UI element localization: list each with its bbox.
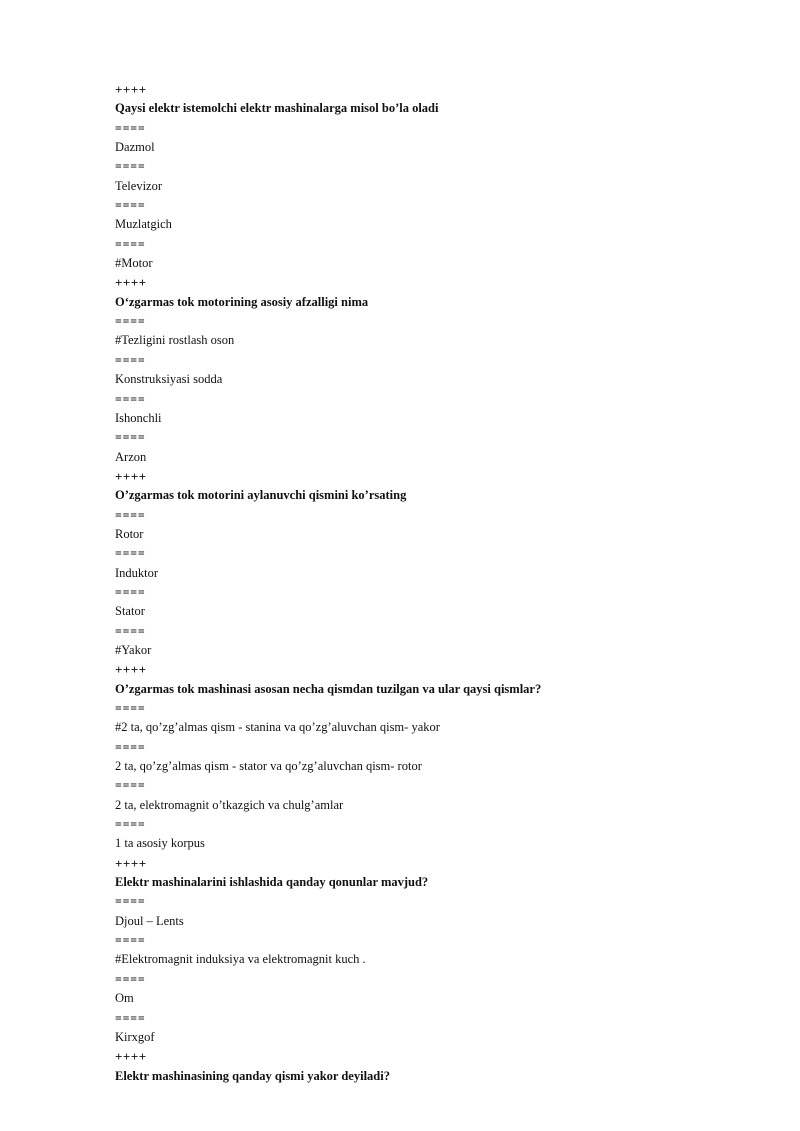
answer-separator: ====	[115, 817, 146, 832]
answer-option: Dazmol	[115, 140, 155, 155]
answer-option-correct: #Motor	[115, 256, 153, 271]
answer-option: Televizor	[115, 178, 163, 193]
answer-option-correct: #2 ta, qo’zg’almas qism - stanina va qo’zg’aluvchan qism- yakor	[115, 720, 440, 735]
question-separator: ++++	[115, 855, 147, 871]
answer-separator: ====	[115, 971, 146, 986]
answer-separator: ====	[115, 430, 146, 445]
answer-separator: ====	[115, 352, 146, 367]
answer-option: Arzon	[115, 449, 147, 464]
answer-option-correct: #Tezligini rostlash oson	[115, 333, 235, 348]
document-page	[115, 80, 755, 1086]
answer-separator: ====	[115, 778, 146, 793]
answer-option: Muzlatgich	[115, 217, 172, 232]
answer-separator: ====	[115, 701, 146, 715]
answer-option-correct: #Yakor	[115, 642, 152, 657]
question-separator: ++++	[115, 275, 147, 291]
answer-separator: ====	[115, 623, 146, 638]
answer-separator: ====	[115, 739, 146, 754]
answer-separator: ====	[115, 391, 146, 406]
question-text: O’zgarmas tok mashinasi asosan necha qismdan tuzilgan va ular qaysi qismlar?	[115, 681, 542, 696]
answer-option: 1 ta asosiy korpus	[115, 836, 205, 851]
answer-separator: ====	[115, 546, 146, 561]
answer-separator: ====	[115, 236, 146, 251]
answer-option: Ishonchli	[115, 410, 162, 425]
answer-separator: ====	[115, 584, 146, 599]
answer-separator: ====	[115, 507, 146, 522]
answer-separator: ====	[115, 933, 146, 948]
question-separator: ++++	[115, 662, 147, 678]
answer-option: 2 ta, elektromagnit o’tkazgich va chulg’amlar	[115, 797, 344, 812]
answer-separator: ====	[115, 198, 146, 213]
question-text: O’zgarmas tok motorini aylanuvchi qismini ko’rsating	[115, 488, 407, 503]
question-text: Qaysi elektr istemolchi elektr mashinalarga misol bo’la oladi	[115, 101, 439, 116]
question-text: Elektr mashinasining qanday qismi yakor deyiladi?	[115, 1068, 390, 1083]
answer-separator: ====	[115, 894, 146, 909]
answer-option: Stator	[115, 604, 145, 619]
answer-option: Djoul – Lents	[115, 913, 184, 928]
answer-option: 2 ta, qo’zg’almas qism - stator va qo’zg’aluvchan qism- rotor	[115, 759, 422, 774]
answer-separator: ====	[115, 120, 146, 135]
answer-option: Om	[115, 991, 134, 1006]
answer-separator: ====	[115, 1010, 146, 1025]
question-separator: ++++	[115, 1049, 147, 1065]
answer-option-correct: #Elektromagnit induksiya va elektromagnit kuch .	[115, 952, 366, 967]
answer-separator: ====	[115, 159, 146, 174]
answer-option: Rotor	[115, 526, 144, 541]
question-separator: ++++	[115, 468, 147, 484]
question-separator: ++++	[115, 82, 147, 97]
question-text: O‘zgarmas tok motorining asosiy afzalligi nima	[115, 294, 369, 309]
answer-option: Kirxgof	[115, 1029, 155, 1044]
answer-option: Induktor	[115, 565, 159, 580]
question-text: Elektr mashinalarini ishlashida qanday qonunlar mavjud?	[115, 875, 429, 890]
answer-option: Konstruksiyasi sodda	[115, 372, 223, 387]
answer-separator: ====	[115, 314, 146, 329]
